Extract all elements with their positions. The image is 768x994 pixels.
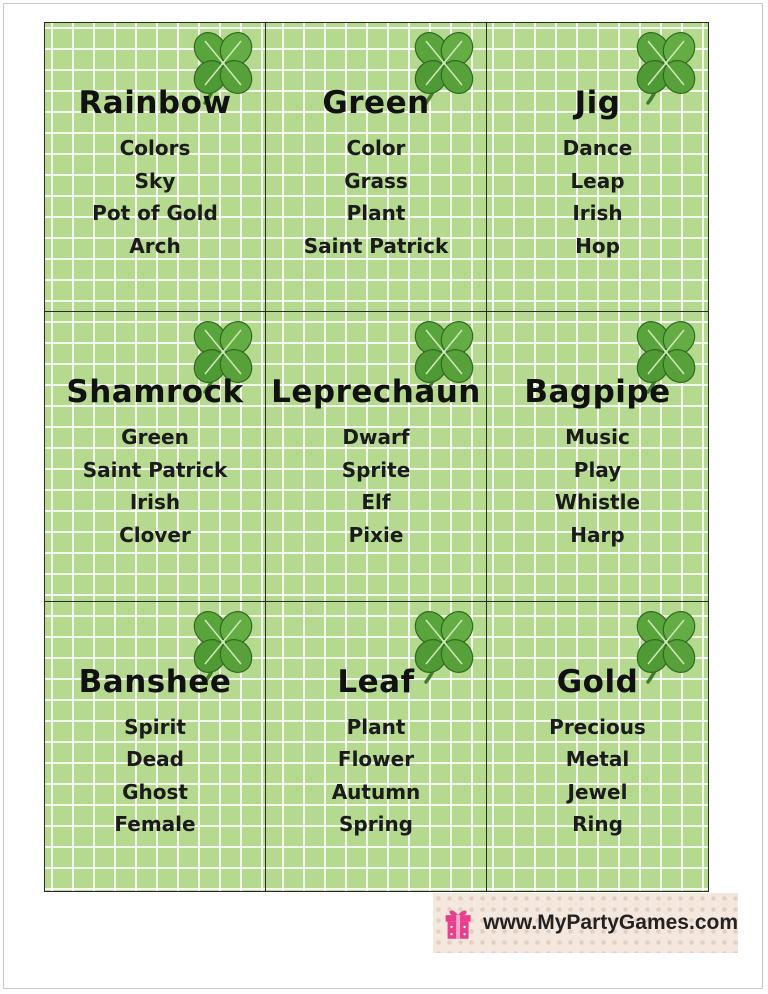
taboo-word: Jewel xyxy=(567,779,628,804)
taboo-card-grid xyxy=(44,22,709,892)
taboo-word: Spirit xyxy=(124,714,186,739)
taboo-card-gold xyxy=(487,602,708,891)
taboo-word: Color xyxy=(346,136,406,160)
taboo-word: Ring xyxy=(572,812,623,837)
taboo-word: Music xyxy=(565,425,630,450)
taboo-word: Saint Patrick xyxy=(303,233,449,258)
taboo-word-list xyxy=(266,132,486,262)
card-title: Shamrock xyxy=(66,374,244,411)
taboo-word: Ghost xyxy=(122,779,188,804)
taboo-word: Whistle xyxy=(554,490,641,515)
taboo-word: Arch xyxy=(129,233,181,258)
taboo-word: Grass xyxy=(344,168,408,193)
card-title: Rainbow xyxy=(78,85,232,121)
taboo-word: Colors xyxy=(119,136,191,160)
card-title: Leprechaun xyxy=(271,374,481,411)
taboo-word: Plant xyxy=(346,201,406,225)
taboo-card-shamrock xyxy=(45,312,266,601)
card-title: Jig xyxy=(574,85,621,121)
gift-box-icon xyxy=(443,897,473,949)
taboo-word: Irish xyxy=(129,490,181,515)
taboo-word: Plant xyxy=(346,714,406,739)
taboo-card-leaf xyxy=(266,602,487,891)
taboo-word: Hop xyxy=(575,233,620,258)
taboo-word: Sprite xyxy=(341,457,411,482)
card-title: Leaf xyxy=(337,663,415,700)
taboo-word-list xyxy=(487,711,708,841)
taboo-card-jig xyxy=(487,23,708,312)
taboo-word: Dwarf xyxy=(342,425,410,450)
brand-website[interactable]: www.MyPartyGames.com xyxy=(483,911,738,934)
taboo-card-green xyxy=(266,23,487,312)
card-title: Gold xyxy=(556,663,639,700)
taboo-word-list xyxy=(266,711,486,841)
taboo-word: Female xyxy=(114,812,196,837)
taboo-word: Elf xyxy=(361,490,391,515)
taboo-word: Play xyxy=(573,457,622,482)
card-title: Banshee xyxy=(78,663,232,700)
taboo-word-list xyxy=(45,421,265,551)
taboo-word: Pixie xyxy=(348,522,404,547)
taboo-word: Leap xyxy=(570,168,625,193)
card-title: Bagpipe xyxy=(524,374,671,411)
card-title: Green xyxy=(322,85,430,121)
taboo-word: Autumn xyxy=(331,779,421,804)
taboo-word: Saint Patrick xyxy=(82,457,228,482)
taboo-word-list xyxy=(266,421,486,551)
taboo-word: Spring xyxy=(339,812,413,837)
taboo-word-list xyxy=(45,132,265,262)
taboo-word: Pot of Gold xyxy=(92,201,218,225)
taboo-word-list xyxy=(487,132,708,262)
taboo-card-rainbow xyxy=(45,23,266,312)
taboo-word: Dead xyxy=(126,747,184,772)
taboo-word: Sky xyxy=(134,168,176,193)
taboo-card-leprechaun xyxy=(266,312,487,601)
taboo-card-bagpipe xyxy=(487,312,708,601)
taboo-word-list xyxy=(487,421,708,551)
brand-banner xyxy=(433,893,738,953)
taboo-word: Irish xyxy=(572,201,623,225)
taboo-word-list xyxy=(45,711,265,841)
taboo-word: Harp xyxy=(570,522,625,547)
taboo-word: Flower xyxy=(337,747,415,772)
taboo-word: Clover xyxy=(119,522,191,547)
taboo-word: Precious xyxy=(549,714,646,739)
taboo-word: Metal xyxy=(565,747,630,772)
taboo-card-banshee xyxy=(45,602,266,891)
taboo-word: Dance xyxy=(562,136,633,160)
taboo-word: Green xyxy=(121,425,189,450)
